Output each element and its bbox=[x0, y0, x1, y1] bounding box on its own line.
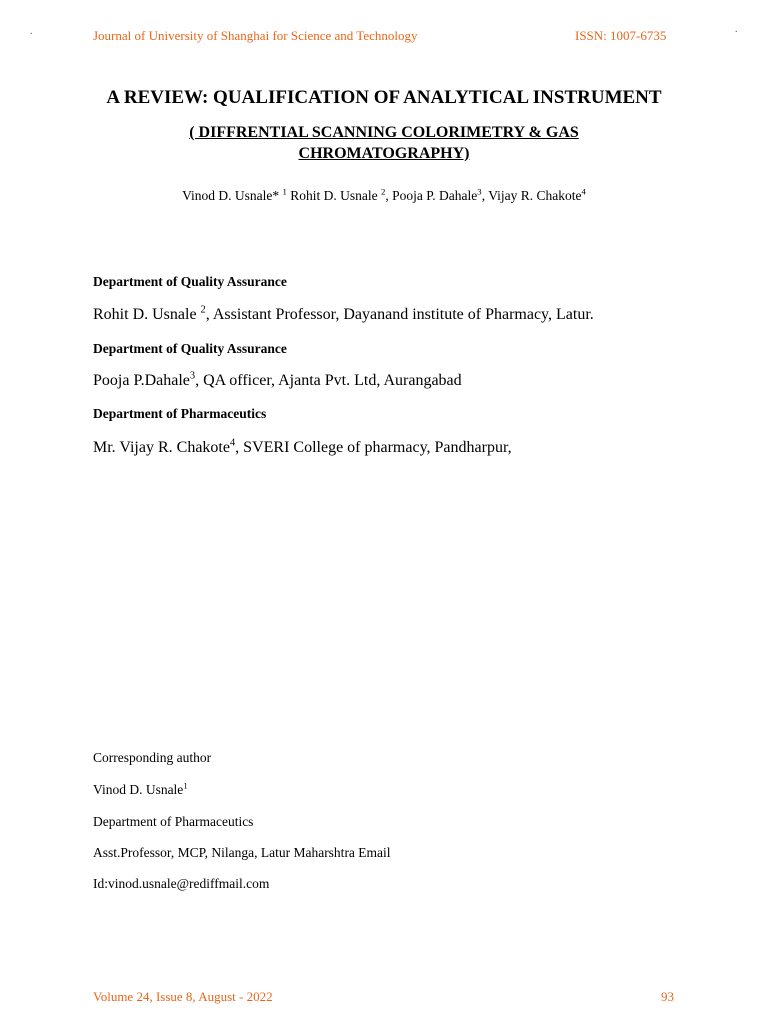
author-sup: 1 bbox=[282, 186, 287, 197]
journal-name: Journal of University of Shanghai for Science and Technology bbox=[93, 28, 418, 43]
affiliation-entry bbox=[93, 372, 462, 390]
affiliation-name: Pooja P.Dahale bbox=[93, 372, 190, 389]
corner-mark: . bbox=[30, 26, 33, 37]
corresponding-department: Department of Pharmaceutics bbox=[93, 814, 254, 829]
corresponding-email: Id:vinod.usnale@rediffmail.com bbox=[93, 876, 270, 891]
author-name: Vinod D. Usnale* bbox=[182, 188, 280, 203]
corresponding-author-name: Vinod D. Usnale bbox=[93, 782, 184, 797]
author-name: Vijay R. Chakote bbox=[488, 188, 582, 203]
affiliation-sup: 4 bbox=[229, 437, 236, 449]
paper-subtitle-line2: CHROMATOGRAPHY) bbox=[298, 145, 470, 162]
corresponding-label: Corresponding author bbox=[93, 750, 212, 765]
corresponding-name bbox=[93, 782, 188, 798]
affiliation-department: Department of Quality Assurance bbox=[93, 341, 287, 356]
paper-title: A REVIEW: QUALIFICATION OF ANALYTICAL INSTRUMENT bbox=[106, 87, 662, 108]
author-name: Rohit D. Usnale bbox=[290, 188, 378, 203]
author-list bbox=[0, 188, 768, 204]
affiliation-department: Department of Pharmaceutics bbox=[93, 406, 267, 421]
affiliation-entry bbox=[93, 439, 512, 457]
author-sup: 3 bbox=[477, 186, 482, 197]
paper-subtitle-line1: ( DIFFRENTIAL SCANNING COLORIMETRY & GAS bbox=[189, 124, 579, 141]
author-sep: , bbox=[481, 188, 489, 203]
corresponding-position: Asst.Professor, MCP, Nilanga, Latur Maharshtra Email bbox=[93, 845, 391, 860]
affiliation-name: Rohit D. Usnale bbox=[93, 306, 197, 323]
affiliation-detail: , Assistant Professor, Dayanand institute of Pharmacy, Latur. bbox=[205, 306, 594, 323]
corresponding-sup: 1 bbox=[183, 780, 188, 791]
corner-mark: . bbox=[735, 24, 738, 35]
affiliation-department: Department of Quality Assurance bbox=[93, 274, 287, 289]
author-sup: 2 bbox=[381, 186, 386, 197]
author-sep: , bbox=[385, 188, 393, 203]
issn: ISSN: 1007-6735 bbox=[575, 28, 667, 43]
affiliation-sup: 3 bbox=[189, 370, 196, 382]
affiliation-entry bbox=[93, 306, 594, 324]
affiliation-name: Mr. Vijay R. Chakote bbox=[93, 439, 230, 456]
page-number: 93 bbox=[661, 989, 674, 1004]
affiliation-sup: 2 bbox=[200, 304, 206, 316]
affiliation-detail: , QA officer, Ajanta Pvt. Ltd, Aurangabad bbox=[195, 372, 462, 389]
footer-volume: Volume 24, Issue 8, August - 2022 bbox=[93, 989, 273, 1004]
author-name: Pooja P. Dahale bbox=[392, 188, 478, 203]
author-sup: 4 bbox=[581, 186, 586, 197]
affiliation-detail: , SVERI College of pharmacy, Pandharpur, bbox=[235, 439, 512, 456]
